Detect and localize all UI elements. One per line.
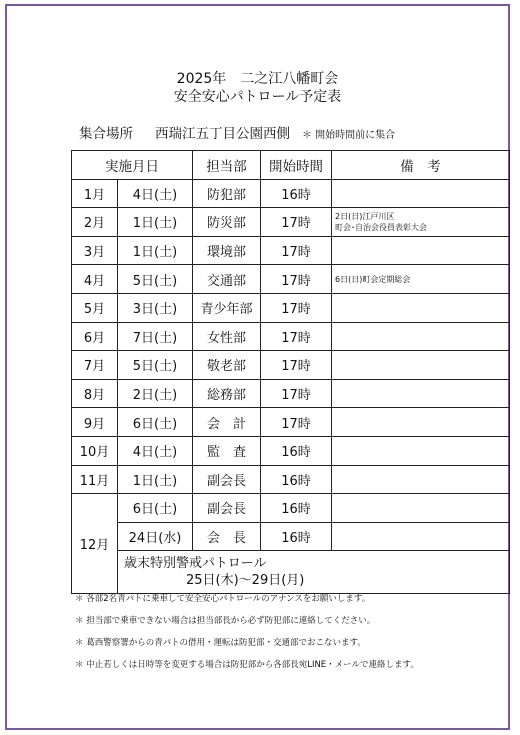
month-cell: 3月 [72, 236, 118, 265]
document-subtitle: 安全安心パトロール予定表 [173, 89, 342, 105]
remark-cell [332, 179, 510, 208]
date-cell: 7日(土) [118, 322, 193, 351]
dept-cell: 副会長 [193, 465, 261, 494]
meeting-label: 集合場所 [79, 126, 133, 142]
time-cell: 17時 [261, 322, 332, 351]
month-cell: 5月 [72, 293, 118, 322]
time-cell: 16時 [261, 436, 332, 465]
remark-cell [332, 236, 510, 265]
dept-cell: 監 査 [193, 436, 261, 465]
special-patrol-row [72, 551, 510, 594]
note-item: ＊ 葛西警察署からの青パトの借用・運転は防犯部・交通部でおこないます。 [75, 638, 366, 648]
time-cell: 17時 [261, 208, 332, 237]
dept-cell: 青少年部 [193, 293, 261, 322]
table-row [72, 179, 510, 208]
date-cell: 4日(土) [118, 436, 193, 465]
date-cell: 3日(土) [118, 293, 193, 322]
table-row [72, 494, 510, 523]
month-cell: 4月 [72, 265, 118, 294]
meeting-place-row [79, 122, 395, 142]
time-cell: 16時 [261, 179, 332, 208]
table-row [72, 408, 510, 437]
date-cell: 5日(土) [118, 265, 193, 294]
note-item: ＊ 各部2名青パトに乗車して安全安心パトロールのアナンスをお願いします。 [75, 594, 371, 604]
table-row [72, 465, 510, 494]
remark-cell [332, 494, 510, 523]
special-patrol-dates: 25日(木)～29日(月) [186, 573, 305, 589]
header-date: 実施月日 [72, 151, 193, 180]
note-item: ＊ 担当部で乗車できない場合は担当部長から必ず防犯部に連絡してください。 [75, 616, 376, 626]
table-row [72, 522, 510, 551]
date-cell: 6日(土) [118, 494, 193, 523]
time-cell: 17時 [261, 408, 332, 437]
dept-cell: 防災部 [193, 208, 261, 237]
month-cell: 1月 [72, 179, 118, 208]
meeting-place: 西瑞江五丁目公園西側 [155, 126, 290, 142]
remark-cell: 6日(日)町会定期総会 [332, 265, 510, 294]
time-cell: 17時 [261, 351, 332, 380]
dept-cell: 交通部 [193, 265, 261, 294]
schedule-sheet [5, 4, 510, 730]
dept-cell: 会 長 [193, 522, 261, 551]
date-cell: 24日(水) [118, 522, 193, 551]
table-row [72, 293, 510, 322]
table-row [72, 322, 510, 351]
special-patrol-title: 歳末特別警戒パトロール [124, 556, 267, 572]
month-cell: 7月 [72, 351, 118, 380]
header-remarks: 備 考 [332, 151, 510, 180]
month-cell: 6月 [72, 322, 118, 351]
date-cell: 6日(土) [118, 408, 193, 437]
table-row [72, 236, 510, 265]
time-cell: 17時 [261, 379, 332, 408]
time-cell: 16時 [261, 465, 332, 494]
table-row [72, 208, 510, 237]
time-cell: 17時 [261, 265, 332, 294]
document-title: 2025年 二之江八幡町会 [176, 71, 339, 87]
date-cell: 1日(土) [118, 465, 193, 494]
note-item: ＊ 中止若しくは日時等を変更する場合は防犯部から各部長宛LINE・メールで連絡します。 [75, 660, 419, 670]
remark-cell [332, 436, 510, 465]
header-time: 開始時間 [261, 151, 332, 180]
remark-cell: 2日(日)江戸川区 町会･自治会役員表彰大会 [332, 208, 510, 237]
time-cell: 17時 [261, 236, 332, 265]
month-cell: 11月 [72, 465, 118, 494]
time-cell: 17時 [261, 293, 332, 322]
dept-cell: 環境部 [193, 236, 261, 265]
table-row [72, 379, 510, 408]
time-cell: 16時 [261, 522, 332, 551]
table-row [72, 351, 510, 380]
time-cell: 16時 [261, 494, 332, 523]
remark-cell [332, 408, 510, 437]
dept-cell: 会 計 [193, 408, 261, 437]
month-cell: 10月 [72, 436, 118, 465]
table-header-row [72, 151, 510, 180]
dept-cell: 副会長 [193, 494, 261, 523]
table-row [72, 436, 510, 465]
remark-cell [332, 379, 510, 408]
month-cell: 9月 [72, 408, 118, 437]
month-cell: 2月 [72, 208, 118, 237]
header-dept: 担当部 [193, 151, 261, 180]
dept-cell: 女性部 [193, 322, 261, 351]
date-cell: 5日(土) [118, 351, 193, 380]
dept-cell: 総務部 [193, 379, 261, 408]
remark-cell [332, 322, 510, 351]
month-cell: 12月 [72, 494, 118, 594]
dept-cell: 防犯部 [193, 179, 261, 208]
dept-cell: 敬老部 [193, 351, 261, 380]
date-cell: 2日(土) [118, 379, 193, 408]
date-cell: 1日(土) [118, 208, 193, 237]
remark-cell [332, 522, 510, 551]
date-cell: 1日(土) [118, 236, 193, 265]
meeting-note: ＊ 開始時間前に集合 [302, 130, 396, 141]
table-row [72, 265, 510, 294]
notes-list [75, 594, 419, 682]
special-patrol-cell [118, 551, 510, 594]
remark-cell [332, 351, 510, 380]
month-cell: 8月 [72, 379, 118, 408]
remark-cell [332, 293, 510, 322]
patrol-schedule-table [71, 150, 510, 594]
date-cell: 4日(土) [118, 179, 193, 208]
remark-cell [332, 465, 510, 494]
